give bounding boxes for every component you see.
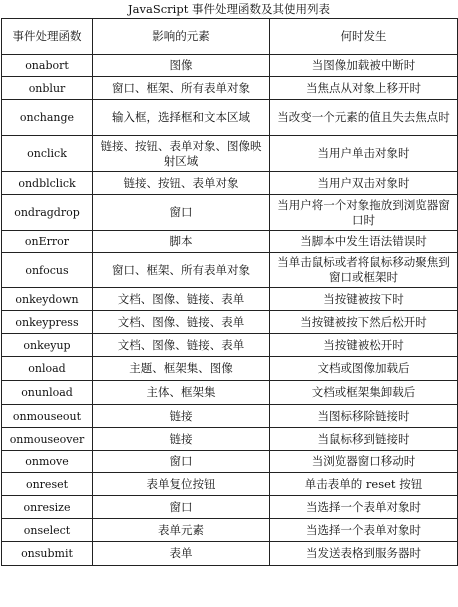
table-row [2, 428, 458, 451]
event-name-cell: onclick [2, 136, 93, 172]
event-name-cell: onreset [2, 473, 93, 496]
table-row [2, 100, 458, 136]
affected-element-cell: 文档、图像、链接、表单 [93, 311, 270, 334]
affected-element-cell: 链接、按钮、表单对象 [93, 172, 270, 195]
affected-element-cell: 表单 [93, 542, 270, 566]
event-name-cell: ondragdrop [2, 195, 93, 231]
table-title: JavaScript 事件处理函数及其使用列表 [128, 2, 330, 16]
occurs-when-cell: 当用户双击对象时 [270, 172, 458, 195]
event-name-cell: onError [2, 231, 93, 253]
occurs-when-cell: 当发送表格到服务器时 [270, 542, 458, 566]
occurs-when-cell: 当图像加载被中断时 [270, 55, 458, 77]
table-row [2, 172, 458, 195]
event-name-cell: ondblclick [2, 172, 93, 195]
affected-element-cell: 输入框，选择框和文本区域 [93, 100, 270, 136]
event-name-cell: onmouseout [2, 405, 93, 428]
affected-element-cell: 文档、图像、链接、表单 [93, 334, 270, 357]
affected-element-cell: 文档、图像、链接、表单 [93, 288, 270, 311]
occurs-when-cell: 当图标移除链接时 [270, 405, 458, 428]
occurs-when-cell: 当焦点从对象上移开时 [270, 77, 458, 100]
occurs-when-cell: 当浏览器窗口移动时 [270, 451, 458, 473]
table-row [2, 473, 458, 496]
affected-element-cell: 主题、框架集、图像 [93, 357, 270, 381]
event-handler-table [1, 18, 458, 566]
occurs-when-cell: 当用户将一个对象拖放到浏览器窗口时 [270, 195, 458, 231]
affected-element-cell: 图像 [93, 55, 270, 77]
event-name-cell: onresize [2, 496, 93, 519]
table-row [2, 451, 458, 473]
affected-element-cell: 窗口 [93, 195, 270, 231]
table-body [2, 19, 458, 566]
header-cell: 影响的元素 [93, 19, 270, 55]
table-row [2, 381, 458, 405]
event-name-cell: onselect [2, 519, 93, 542]
table-row [2, 136, 458, 172]
affected-element-cell: 窗口 [93, 451, 270, 473]
header-row [2, 19, 458, 55]
table-row [2, 311, 458, 334]
table-row [2, 195, 458, 231]
header-cell: 何时发生 [270, 19, 458, 55]
event-name-cell: onkeydown [2, 288, 93, 311]
table-row [2, 55, 458, 77]
event-name-cell: onkeyup [2, 334, 93, 357]
event-name-cell: onunload [2, 381, 93, 405]
table-row [2, 334, 458, 357]
occurs-when-cell: 文档或框架集卸载后 [270, 381, 458, 405]
occurs-when-cell: 当按键被按下时 [270, 288, 458, 311]
event-name-cell: onfocus [2, 253, 93, 288]
affected-element-cell: 脚本 [93, 231, 270, 253]
occurs-when-cell: 当按键被松开时 [270, 334, 458, 357]
event-name-cell: onchange [2, 100, 93, 136]
affected-element-cell: 窗口、框架、所有表单对象 [93, 77, 270, 100]
table-row [2, 77, 458, 100]
occurs-when-cell: 当改变一个元素的值且失去焦点时 [270, 100, 458, 136]
occurs-when-cell: 当鼠标移到链接时 [270, 428, 458, 451]
event-name-cell: onabort [2, 55, 93, 77]
occurs-when-cell: 当选择一个表单对象时 [270, 519, 458, 542]
affected-element-cell: 链接、按钮、表单对象、图像映射区域 [93, 136, 270, 172]
event-name-cell: onkeypress [2, 311, 93, 334]
header-cell: 事件处理函数 [2, 19, 93, 55]
affected-element-cell: 主体、框架集 [93, 381, 270, 405]
occurs-when-cell: 当按键被按下然后松开时 [270, 311, 458, 334]
occurs-when-cell: 当脚本中发生语法错误时 [270, 231, 458, 253]
event-name-cell: onblur [2, 77, 93, 100]
table-row [2, 231, 458, 253]
affected-element-cell: 窗口 [93, 496, 270, 519]
occurs-when-cell: 单击表单的 reset 按钮 [270, 473, 458, 496]
affected-element-cell: 链接 [93, 405, 270, 428]
occurs-when-cell: 当单击鼠标或者将鼠标移动聚焦到窗口或框架时 [270, 253, 458, 288]
affected-element-cell: 窗口、框架、所有表单对象 [93, 253, 270, 288]
table-row [2, 357, 458, 381]
affected-element-cell: 表单复位按钮 [93, 473, 270, 496]
table-row [2, 405, 458, 428]
event-name-cell: onsubmit [2, 542, 93, 566]
event-name-cell: onmove [2, 451, 93, 473]
table-row [2, 542, 458, 566]
table-row [2, 496, 458, 519]
table-row [2, 253, 458, 288]
occurs-when-cell: 文档或图像加载后 [270, 357, 458, 381]
occurs-when-cell: 当选择一个表单对象时 [270, 496, 458, 519]
event-name-cell: onmouseover [2, 428, 93, 451]
table-row [2, 288, 458, 311]
affected-element-cell: 表单元素 [93, 519, 270, 542]
affected-element-cell: 链接 [93, 428, 270, 451]
table-row [2, 519, 458, 542]
occurs-when-cell: 当用户单击对象时 [270, 136, 458, 172]
event-name-cell: onload [2, 357, 93, 381]
